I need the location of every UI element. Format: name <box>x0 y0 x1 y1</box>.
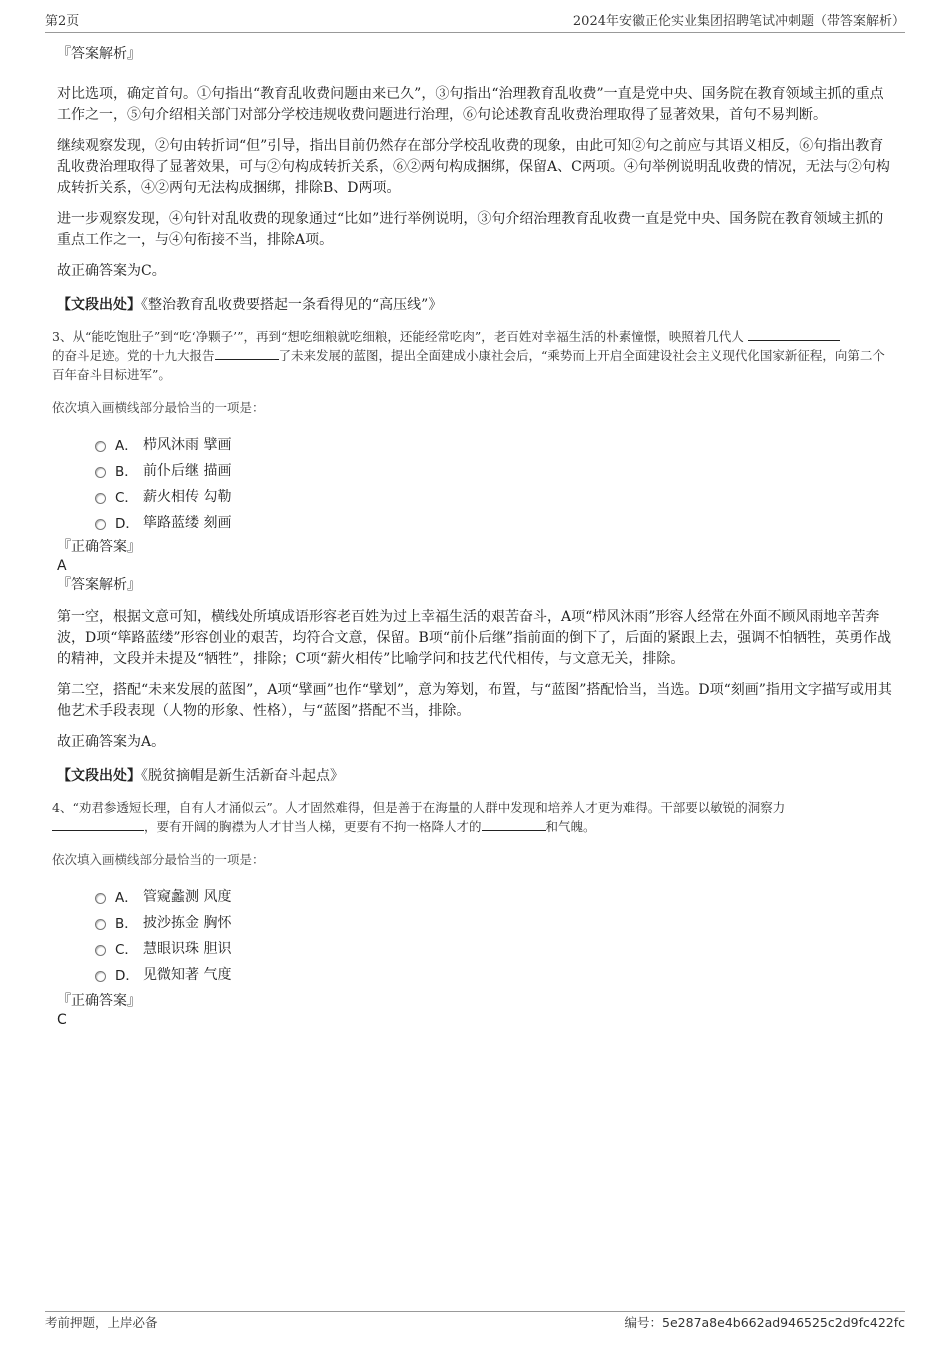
radio-icon[interactable] <box>95 945 106 956</box>
question-4-stem: 4、“劝君参透短长理，自有人才涌似云”。人才固然难得，但是善于在海量的人群中发现和培养人才更为难得。干部要以敏锐的洞察力 ，要有开阔的胸襟为人才甘当人梯，更要有不拘一格降人才的 和气魄。 <box>52 800 786 834</box>
fill-blank <box>52 818 144 831</box>
answer-conclusion: 故正确答案为C。 <box>57 263 166 279</box>
fill-blank <box>482 818 546 831</box>
fill-blank <box>748 328 840 341</box>
question-3-stem: 3、从“能吃饱肚子”到“吃‘净颗子’”，再到“想吃细粮就吃细粮，还能经常吃肉”，老百姓对幸福生活的朴素憧憬，映照着几代人 的奋斗足迹。党的十九大报告 了未来发展的蓝图，提出全面建成小康社会后，“乘势而上开启全面建设社会主义现代化国家新征程，向第二个百年奋斗目标进军”。 <box>52 329 885 382</box>
text-source <box>57 295 893 315</box>
question-3-options <box>95 431 893 535</box>
radio-icon[interactable] <box>95 519 106 530</box>
correct-answer-label: 『正确答案』 <box>57 993 141 1009</box>
correct-answer: C <box>57 1012 67 1028</box>
document-body <box>52 44 893 1029</box>
text-source <box>57 766 893 786</box>
source-label: 【文段出处】 <box>57 768 141 784</box>
radio-icon[interactable] <box>95 441 106 452</box>
source-title: 《整治教育乱收费要搭起一条看得见的“高压线”》 <box>141 297 443 313</box>
analysis-paragraph: 第一空，根据文意可知，横线处所填成语形容老百姓为过上幸福生活的艰苦奋斗，A项“栉风沐雨”形容人经常在外面不顾风雨地辛苦奔波，D项“筚路蓝缕”形容创业的艰苦，均符合文意，保留。B项“前仆后继”指前面的倒下了，后面的紧跟上去，强调不怕牺牲，英勇作战的精神，文段并未提及“牺牲”，排除；C项“薪火相传”比喻学问和技艺代代相传，与文意无关，排除。 <box>57 609 892 667</box>
analysis-label: 『答案解析』 <box>57 577 141 593</box>
option-c[interactable]: C． 薪火相传 勾勒 <box>95 483 893 509</box>
analysis-paragraph: 进一步观察发现，④句针对乱收费的现象通过“比如”进行举例说明，③句介绍治理教育乱收费一直是党中央、国务院在教育领域主抓的重点工作之一，与④句衔接不当，排除A项。 <box>57 211 884 248</box>
radio-icon[interactable] <box>95 467 106 478</box>
option-d[interactable]: D． 见微知著 气度 <box>95 961 893 987</box>
radio-icon[interactable] <box>95 493 106 504</box>
radio-icon[interactable] <box>95 919 106 930</box>
option-a[interactable]: A． 栉风沐雨 擘画 <box>95 431 893 457</box>
question-4-options <box>95 883 893 987</box>
option-b[interactable]: B． 前仆后继 描画 <box>95 457 893 483</box>
source-label: 【文段出处】 <box>57 297 141 313</box>
document-title: 2024年安徽正伦实业集团招聘笔试冲刺题（带答案解析） <box>572 14 905 29</box>
source-title: 《脱贫摘帽是新生活新奋斗起点》 <box>141 768 344 784</box>
option-b[interactable]: B． 披沙拣金 胸怀 <box>95 909 893 935</box>
question-prompt: 依次填入画横线部分最恰当的一项是： <box>52 852 265 867</box>
option-c[interactable]: C． 慧眼识珠 胆识 <box>95 935 893 961</box>
option-d[interactable]: D． 筚路蓝缕 刻画 <box>95 509 893 535</box>
answer-conclusion: 故正确答案为A。 <box>57 734 166 750</box>
correct-answer: A <box>57 558 67 574</box>
page-number: 第2页 <box>45 14 80 29</box>
page-header <box>45 12 905 33</box>
radio-icon[interactable] <box>95 893 106 904</box>
analysis-paragraph: 继续观察发现，②句由转折词“但”引导，指出目前仍然存在部分学校乱收费的现象，由此可知②句之前应与其语义相反，⑥句指出教育乱收费治理取得了显著效果，可与②句构成转折关系，⑥②两句构成捆绑，保留A、C两项。④句举例说明乱收费的情况，无法与②句构成转折关系，④②两句无法构成捆绑，排除B、D两项。 <box>57 138 890 196</box>
analysis-paragraph: 对比选项，确定首句。①句指出“教育乱收费问题由来已久”，③句指出“治理教育乱收费”一直是党中央、国务院在教育领域主抓的重点工作之一，⑤句介绍相关部门对部分学校违规收费问题进行治理，⑥句论述教育乱收费治理取得了显著效果，首句不易判断。 <box>57 86 884 123</box>
analysis-label: 『答案解析』 <box>57 46 141 62</box>
analysis-paragraph: 第二空，搭配“未来发展的蓝图”，A项“擘画”也作“擘划”，意为筹划，布置，与“蓝图”搭配恰当，当选。D项“刻画”指用文字描写或用其他艺术手段表现（人物的形象、性格），与“蓝图”搭配不当，排除。 <box>57 682 892 719</box>
correct-answer-label: 『正确答案』 <box>57 539 141 555</box>
question-prompt: 依次填入画横线部分最恰当的一项是： <box>52 400 265 415</box>
page-footer <box>45 1311 905 1334</box>
footer-slogan: 考前押题，上岸必备 <box>45 1315 158 1330</box>
radio-icon[interactable] <box>95 971 106 982</box>
fill-blank <box>215 347 279 360</box>
option-a[interactable]: A． 管窥蠡测 风度 <box>95 883 893 909</box>
document-code: 编号：5e287a8e4b662ad946525c2d9fc422fc <box>624 1315 905 1330</box>
